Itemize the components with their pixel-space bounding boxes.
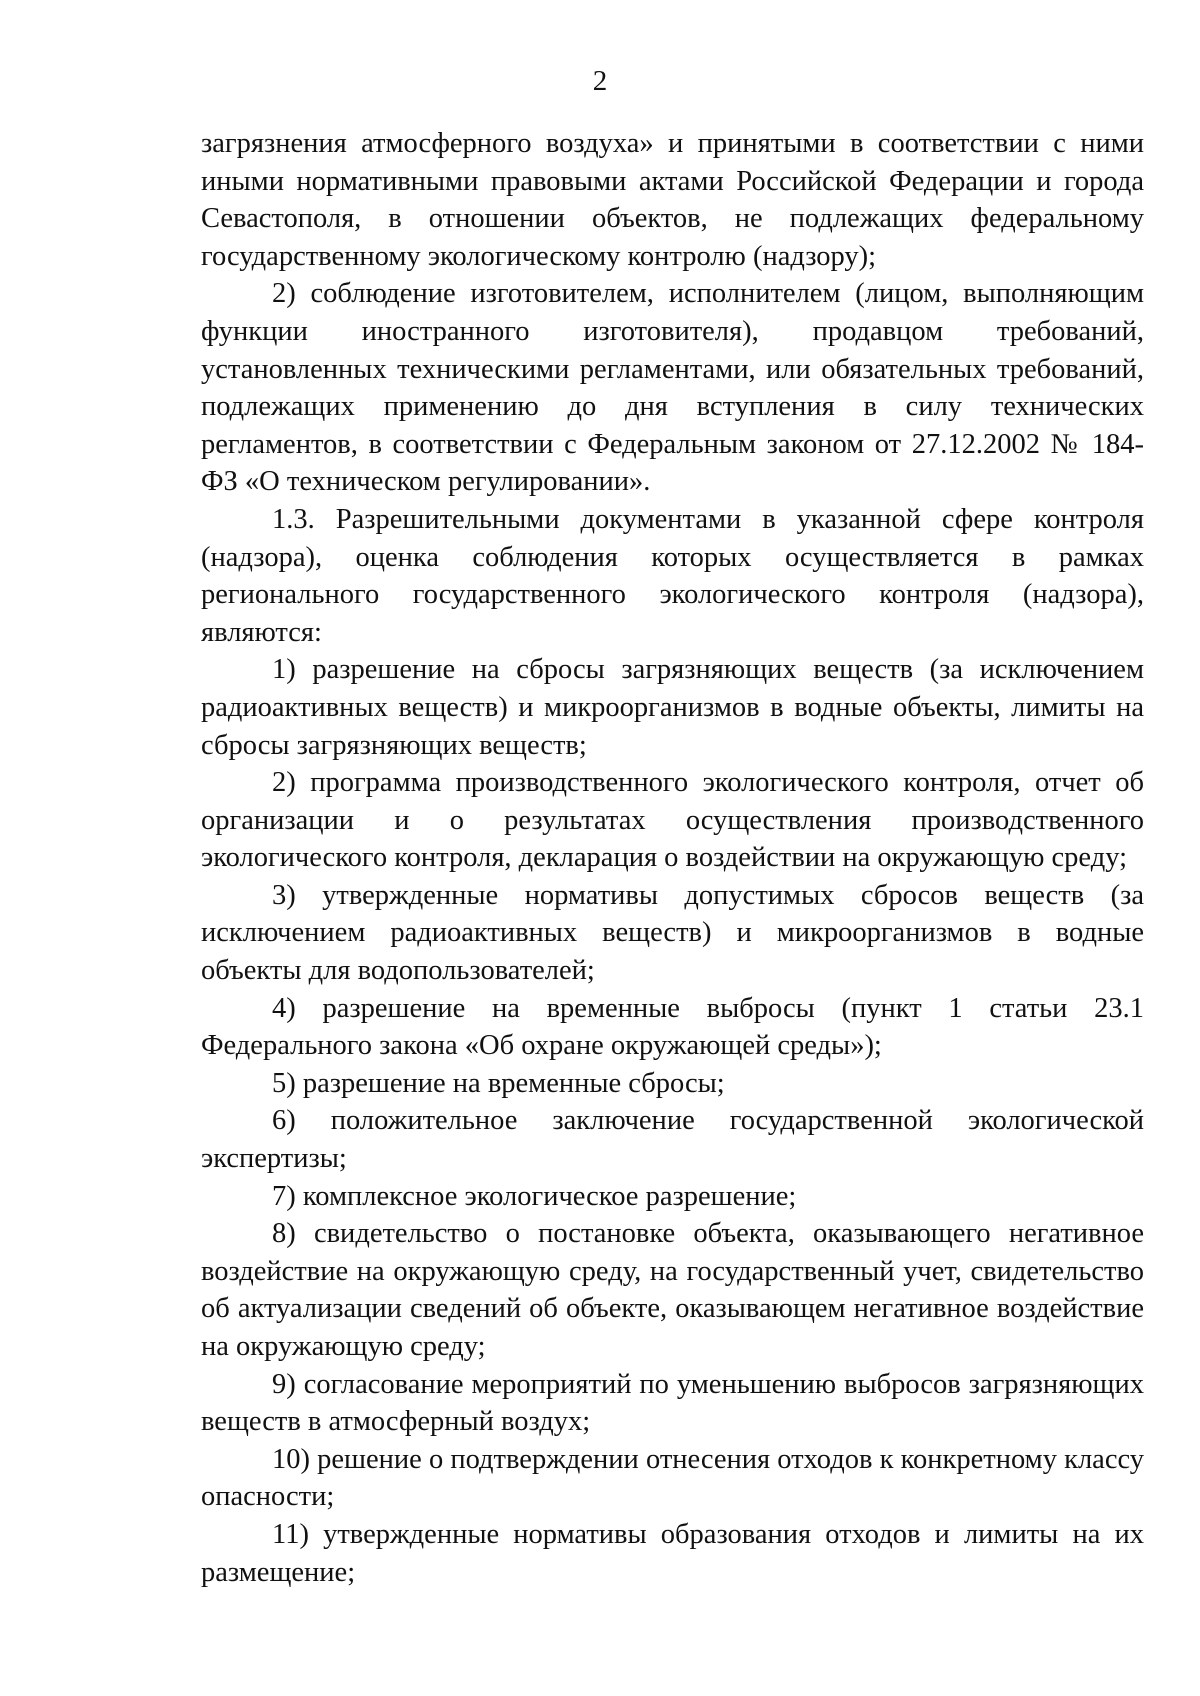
paragraph-item-2-compliance: 2) соблюдение изготовителем, исполнителем (лицом, выполняющим функции иностранного изготовителя), продавцом требований, установленных техническими регламентами, или обязательных требований, подлежащих применению до дня вступления в силу технических регламентов, в соответствии с Федеральным законом от 27.12.2002 № 184-ФЗ «О техническом регулировании». — [201, 278, 1144, 498]
paragraph-item-9-emission-reduction: 9) согласование мероприятий по уменьшению выбросов загрязняющих веществ в атмосферный воздух; — [201, 1368, 1144, 1438]
paragraph-item-1-discharge-permit: 1) разрешение на сбросы загрязняющих веществ (за исключением радиоактивных веществ) и микроорганизмов в водные объекты, лимиты на сбросы загрязняющих веществ; — [201, 654, 1144, 761]
paragraph-item-3-discharge-standards: 3) утвержденные нормативы допустимых сбросов веществ (за исключением радиоактивных веществ) и микроорганизмов в водные объекты для водопользователей; — [201, 879, 1144, 987]
paragraph-item-6-expertise-conclusion: 6) положительное заключение государственной экологической экспертизы; — [201, 1105, 1144, 1175]
paragraph-item-5-temporary-discharges: 5) разрешение на временные сбросы; — [272, 1067, 725, 1099]
paragraph-item-2-control-program: 2) программа производственного экологического контроля, отчет об организации и о результатах осуществления производственного экологического контроля, декларация о воздействии на окружающую среду; — [201, 767, 1144, 874]
paragraph-section-1-3: 1.3. Разрешительными документами в указанной сфере контроля (надзора), оценка соблюдения которых осуществляется в рамках регионального государственного экологического контроля (надзора), являются: — [201, 503, 1144, 648]
paragraph-item-4-temporary-emissions: 4) разрешение на временные выбросы (пункт 1 статьи 23.1 Федерального закона «Об охране окружающей среды»); — [201, 992, 1144, 1062]
paragraph-item-8-registration-certificate: 8) свидетельство о постановке объекта, оказывающего негативное воздействие на окружающую среду, на государственный учет, свидетельство об актуализации сведений об объекте, оказывающем негативное воздействие на окружающую среду; — [201, 1218, 1144, 1362]
paragraph-item-10-hazard-class: 10) решение о подтверждении отнесения отходов к конкретному классу опасности; — [201, 1443, 1144, 1513]
page-number: 2 — [592, 65, 608, 97]
paragraph-item-7-integrated-permit: 7) комплексное экологическое разрешение; — [272, 1180, 797, 1212]
paragraph-item-11-waste-standards: 11) утвержденные нормативы образования отходов и лимиты на их размещение; — [201, 1518, 1144, 1588]
document-body — [201, 125, 1144, 1591]
paragraph-continuation: загрязнения атмосферного воздуха» и принятыми в соответствии с ними иными нормативными правовыми актами Российской Федерации и города Севастополя, в отношении объектов, не подлежащих федеральному государственному экологическому контролю (надзору); — [201, 128, 1144, 272]
